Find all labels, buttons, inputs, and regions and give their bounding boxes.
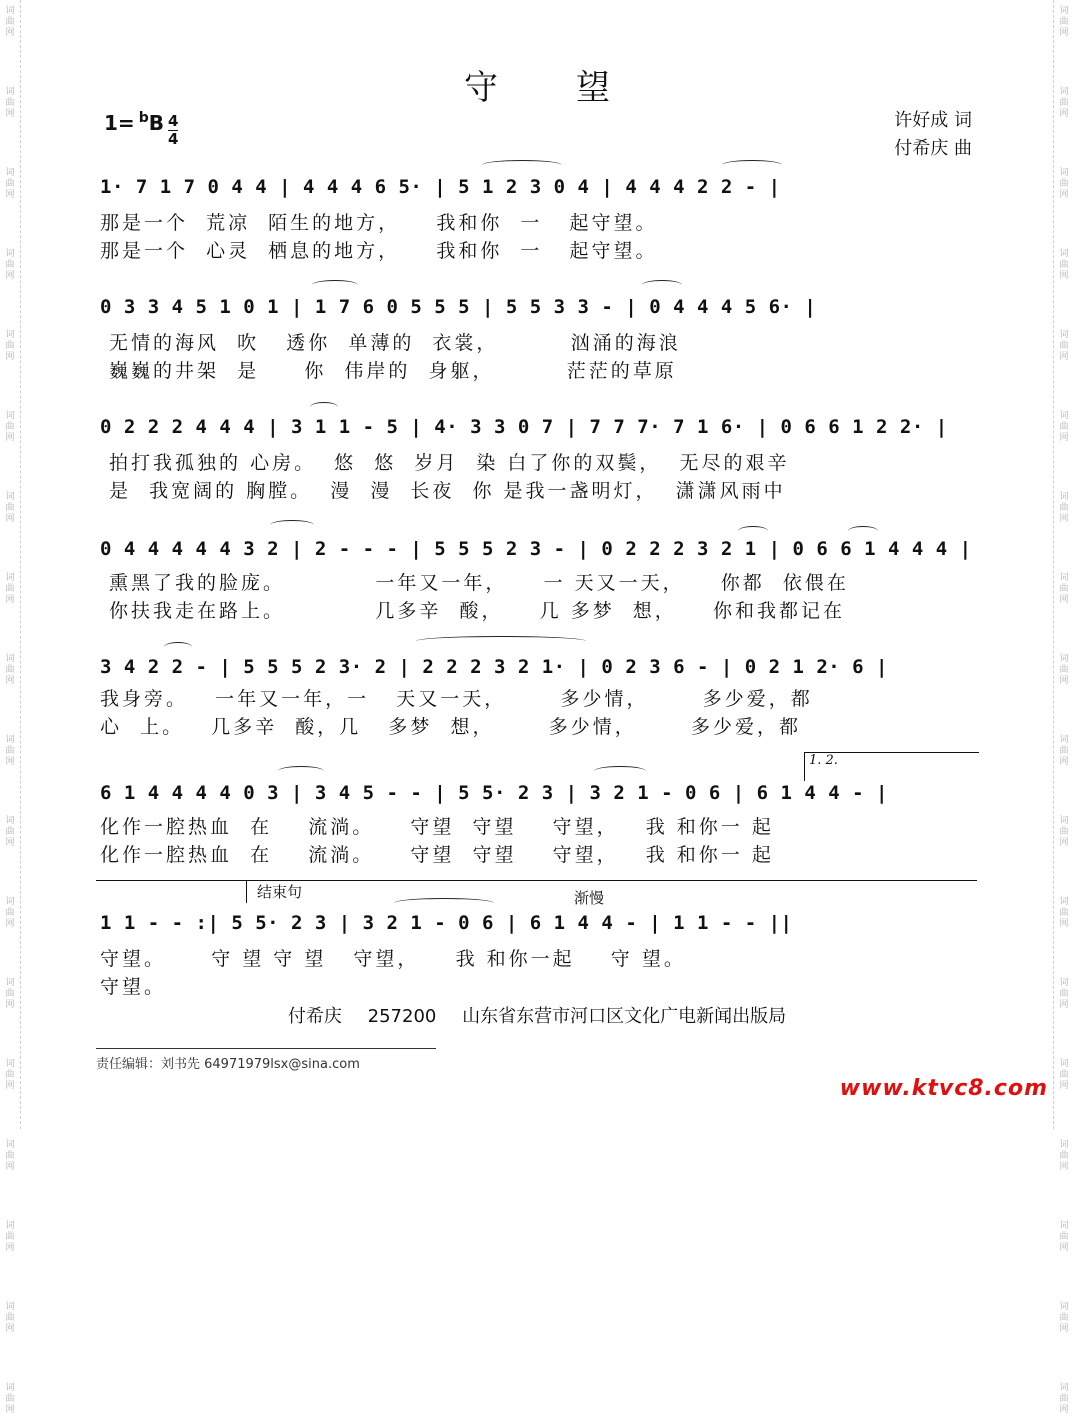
ending-label: 结束句 [246,880,977,903]
watermark: 词曲网 [1059,1383,1069,1415]
watermark: 词曲网 [1059,897,1069,929]
watermark: 词曲网 [5,978,15,1010]
watermark: 词曲网 [1059,654,1069,686]
slur [164,642,192,652]
site-logo: www.ktvc8.com [839,1076,1048,1101]
watermark: 词曲网 [5,411,15,443]
watermark: 词曲网 [5,1221,15,1253]
composer-credit: 付希庆 曲 [894,138,972,159]
left-watermark-strip [0,0,21,1415]
watermark: 词曲网 [1059,168,1069,200]
key-signature [104,110,178,148]
watermark: 词曲网 [1059,1059,1069,1091]
address: 山东省东营市河口区文化广电新闻出版局 [462,1006,787,1027]
key-prefix: 1= [104,111,135,135]
notation-line: 1 1 - - :| 5 5· 2 3 | 3 2 1 - 0 6 | 6 1 4 4 - | 1 1 - - || [100,912,793,934]
slur [738,526,768,536]
watermark: 词曲网 [5,816,15,848]
watermark: 词曲网 [1059,87,1069,119]
watermark: 词曲网 [1059,1302,1069,1334]
lyric-line-1: 那是一个 荒凉 陌生的地方， 我和你 一 起守望。 [100,212,658,234]
right-watermark-strip [1053,0,1074,1415]
watermark: 词曲网 [5,897,15,929]
slur [594,766,646,776]
lyric-line-2: 心 上。 几多辛 酸，几 多梦 想， 多少情， 多少爱，都 [100,716,801,738]
volta-bracket: 1. 2. [804,752,979,781]
watermark: 词曲网 [5,330,15,362]
slur [312,280,358,290]
author-name: 付希庆 [287,1006,342,1027]
slur [416,636,586,646]
first-ending-rule [96,880,246,881]
lyric-line-2: 是 我宽阔的 胸膛。 漫 漫 长夜 你 是我一盏明灯， 潇潇风雨中 [100,480,786,502]
lyric-line-2: 守望。 [100,976,167,998]
slur [394,898,494,908]
slur [642,280,682,290]
watermark: 词曲网 [1059,1221,1069,1253]
watermark: 词曲网 [1059,735,1069,767]
watermark: 词曲网 [5,492,15,524]
key-note: B [148,111,164,135]
lyric-line-1: 熏黑了我的脸庞。 一年又一年， 一 天又一天， 你都 依偎在 [100,572,849,594]
watermark: 词曲网 [5,87,15,119]
postcode: 257200 [367,1006,437,1027]
watermark: 词曲网 [5,1059,15,1091]
lyric-line-2: 那是一个 心灵 栖息的地方， 我和你 一 起守望。 [100,240,658,262]
lyric-line-1: 化作一腔热血 在 流淌。 守望 守望 守望， 我 和你一 起 [100,816,774,838]
watermark: 词曲网 [5,249,15,281]
lyric-line-1: 拍打我孤独的 心房。 悠 悠 岁月 染 白了你的双鬓， 无尽的艰辛 [100,452,790,474]
time-signature [168,113,178,148]
watermark: 词曲网 [5,573,15,605]
watermark: 词曲网 [5,6,15,38]
watermark: 词曲网 [5,654,15,686]
watermark: 词曲网 [5,1302,15,1334]
watermark: 词曲网 [5,735,15,767]
lyric-line-2: 巍巍的井架 是 你 伟岸的 身躯， 茫茫的草原 [100,360,677,382]
watermark: 词曲网 [1059,1140,1069,1172]
slur [278,766,324,776]
notation-line: 3 4 2 2 - | 5 5 5 2 3· 2 | 2 2 2 3 2 1· | 0 2 3 6 - | 0 2 1 2· 6 | [100,656,888,678]
slur [482,160,562,170]
song-title: 守望 [464,68,688,108]
watermark: 词曲网 [1059,573,1069,605]
watermark: 词曲网 [1059,249,1069,281]
tempo-mark: 渐慢 [574,889,605,907]
flat-sign: b [138,110,149,126]
notation-line: 1· 7 1 7 0 4 4 | 4 4 4 6 5· | 5 1 2 3 0 4 | 4 4 4 2 2 - | [100,176,781,198]
lyric-line-1: 无情的海风 吹 透你 单薄的 衣裳， 汹涌的海浪 [100,332,681,354]
slur [270,520,314,530]
watermark: 词曲网 [5,1383,15,1415]
slur [848,526,878,536]
watermark: 词曲网 [1059,330,1069,362]
lyric-line-2: 你扶我走在路上。 几多辛 酸， 几 多梦 想， 你和我都记在 [100,600,845,622]
notation-line: 0 4 4 4 4 4 3 2 | 2 - - - | 5 5 5 2 3 - | 0 2 2 2 3 2 1 | 0 6 6 1 4 4 4 | [100,538,972,560]
watermark: 词曲网 [5,168,15,200]
time-top: 4 [167,112,179,130]
notation-line: 6 1 4 4 4 4 0 3 | 3 4 5 - - | 5 5· 2 3 | 3 2 1 - 0 6 | 6 1 4 4 - | [100,782,888,804]
watermark: 词曲网 [5,1140,15,1172]
watermark: 词曲网 [1059,978,1069,1010]
watermark: 词曲网 [1059,492,1069,524]
editor-credit: 责任编辑：刘书先 64971979lsx@sina.com [96,1048,436,1072]
watermark: 词曲网 [1059,816,1069,848]
notation-line: 0 2 2 2 4 4 4 | 3 1 1 - 5 | 4· 3 3 0 7 | 7 7 7· 7 1 6· | 0 6 6 1 2 2· | [100,416,948,438]
slur [310,402,338,412]
watermark: 词曲网 [1059,411,1069,443]
lyricist-credit: 许好成 词 [894,110,972,131]
author-address [0,1002,1074,1028]
notation-line: 0 3 3 4 5 1 0 1 | 1 7 6 0 5 5 5 | 5 5 3 3 - | 0 4 4 4 5 6· | [100,296,817,318]
lyric-line-2: 化作一腔热血 在 流淌。 守望 守望 守望， 我 和你一 起 [100,844,774,866]
lyric-line-1: 我身旁。 一年又一年，一 天又一天， 多少情， 多少爱，都 [100,688,813,710]
lyric-line-1: 守望。 守 望 守 望 守望， 我 和你一起 守 望。 [100,948,686,970]
watermark: 词曲网 [1059,6,1069,38]
time-bottom: 4 [167,130,179,148]
slur [722,160,782,170]
